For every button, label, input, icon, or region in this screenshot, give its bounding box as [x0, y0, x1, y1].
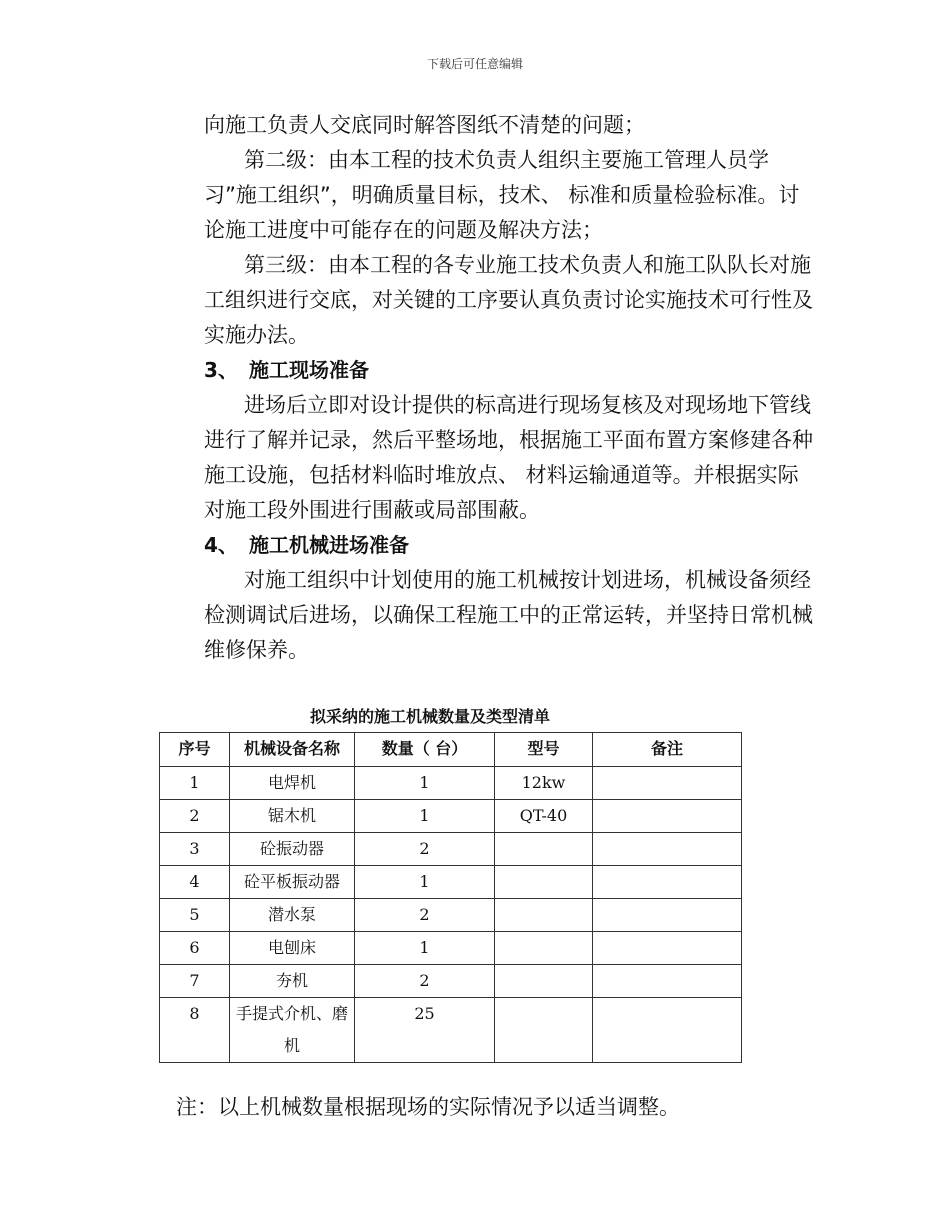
cell-model	[495, 965, 593, 998]
page-header: 下载后可任意编辑	[426, 57, 523, 71]
table-row	[160, 899, 742, 932]
paragraph-4: 进场后立即对设计提供的标高进行现场复核及对现场地下管线进行了解并记录，然后平整场地，根据施工平面布置方案修建各种施工设施，包括材料临时堆放点、 材料运输通道等。并根据实际对施工段外围进行围蔽或局部围蔽。	[204, 393, 813, 522]
header-cell-index: 序号	[160, 733, 230, 767]
cell-model	[495, 998, 593, 1063]
cell-quantity: 2	[355, 833, 495, 866]
table-row	[160, 800, 742, 833]
machinery-table	[159, 732, 742, 1063]
section-3-heading	[204, 353, 816, 388]
cell-name: 电焊机	[230, 767, 355, 800]
table-header-row	[160, 733, 742, 767]
table-row	[160, 965, 742, 998]
cell-remarks	[593, 800, 742, 833]
paragraph-3: 第三级：由本工程的各专业施工技术负责人和施工队队长对施工组织进行交底，对关键的工序要认真负责讨论实施技术可行性及实施办法。	[204, 253, 813, 347]
cell-remarks	[593, 965, 742, 998]
cell-quantity: 2	[355, 899, 495, 932]
cell-remarks	[593, 866, 742, 899]
cell-model	[495, 899, 593, 932]
paragraph-1: 向施工负责人交底同时解答图纸不清楚的问题；	[204, 113, 645, 137]
cell-remarks	[593, 767, 742, 800]
table-note: 注：以上机械数量根据现场的实际情况予以适当调整。	[176, 1095, 680, 1119]
cell-name: 手提式介机、磨机	[230, 998, 355, 1063]
cell-name: 夯机	[230, 965, 355, 998]
cell-index: 1	[160, 767, 230, 800]
cell-name: 砼振动器	[230, 833, 355, 866]
cell-index: 4	[160, 866, 230, 899]
document-body	[204, 108, 816, 668]
cell-model: QT-40	[495, 800, 593, 833]
cell-quantity: 25	[355, 998, 495, 1063]
table-row	[160, 833, 742, 866]
cell-remarks	[593, 833, 742, 866]
table-title: 拟采纳的施工机械数量及类型清单	[309, 707, 550, 726]
section-4-heading	[204, 528, 816, 563]
cell-name: 潜水泵	[230, 899, 355, 932]
cell-index: 6	[160, 932, 230, 965]
header-cell-quantity: 数量（ 台）	[355, 733, 495, 767]
cell-model	[495, 866, 593, 899]
table-row	[160, 767, 742, 800]
cell-name: 砼平板振动器	[230, 866, 355, 899]
cell-index: 8	[160, 998, 230, 1063]
table-row	[160, 932, 742, 965]
cell-remarks	[593, 932, 742, 965]
cell-quantity: 1	[355, 932, 495, 965]
section-3-title: 施工现场准备	[249, 358, 369, 382]
cell-index: 3	[160, 833, 230, 866]
cell-model	[495, 932, 593, 965]
header-cell-model: 型号	[495, 733, 593, 767]
cell-remarks	[593, 899, 742, 932]
header-cell-name: 机械设备名称	[230, 733, 355, 767]
cell-index: 5	[160, 899, 230, 932]
cell-index: 7	[160, 965, 230, 998]
cell-model	[495, 833, 593, 866]
cell-quantity: 1	[355, 767, 495, 800]
cell-quantity: 1	[355, 866, 495, 899]
section-4-number: 4、	[204, 533, 238, 557]
cell-name: 锯木机	[230, 800, 355, 833]
header-cell-remarks: 备注	[593, 733, 742, 767]
paragraph-2: 第二级：由本工程的技术负责人组织主要施工管理人员学习”施工组织”，明确质量目标，技术、 标准和质量检验标准。讨论施工进度中可能存在的问题及解决方法；	[204, 148, 800, 242]
cell-name: 电刨床	[230, 932, 355, 965]
section-4-title: 施工机械进场准备	[249, 533, 409, 557]
cell-index: 2	[160, 800, 230, 833]
cell-quantity: 1	[355, 800, 495, 833]
section-3-number: 3、	[204, 358, 238, 382]
table-row	[160, 866, 742, 899]
cell-model: 12kw	[495, 767, 593, 800]
cell-quantity: 2	[355, 965, 495, 998]
table-row	[160, 998, 742, 1063]
paragraph-5: 对施工组织中计划使用的施工机械按计划进场，机械设备须经检测调试后进场，以确保工程施工中的正常运转，并坚持日常机械维修保养。	[204, 568, 813, 662]
cell-remarks	[593, 998, 742, 1063]
